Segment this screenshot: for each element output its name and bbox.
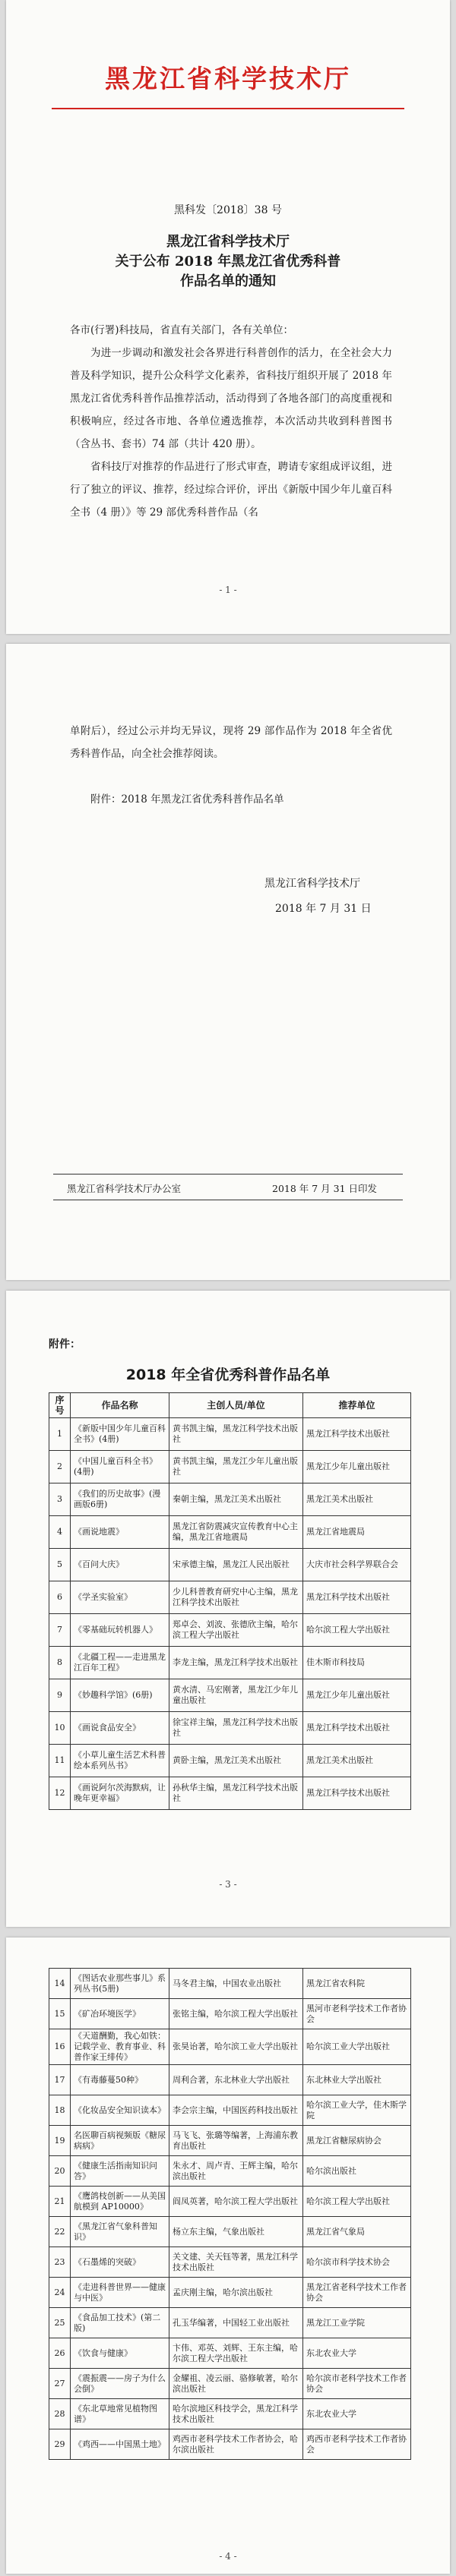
cell-recommender: 东北农业大学 <box>303 2338 411 2369</box>
footer-print-date: 2018 年 7 月 31 日印发 <box>272 1183 378 1194</box>
table-row <box>49 1745 411 1777</box>
cell-recommender: 哈尔滨市科学技术协会 <box>303 2247 411 2278</box>
table-row <box>49 2308 411 2338</box>
table-row <box>49 1647 411 1679</box>
page-2 <box>6 644 450 1280</box>
cell-creators: 黄书凯主编，黑龙江科学技术出版社 <box>169 1418 303 1451</box>
cell-creators: 卞伟、邓英、刘辉、王东主编，哈尔滨工程大学出版社 <box>169 2338 303 2369</box>
cell-work-name: 《中国儿童百科全书》(4册) <box>71 1451 169 1483</box>
cell-index: 7 <box>49 1614 71 1647</box>
cell-work-name: 《石墨烯的突破》 <box>71 2247 169 2278</box>
cell-work-name: 《饮食与健康》 <box>71 2338 169 2369</box>
cell-index: 17 <box>49 2065 71 2095</box>
cell-work-name: 《食品加工技术》(第二版) <box>71 2308 169 2338</box>
table-row <box>49 2187 411 2217</box>
cell-creators: 孟庆刚主编，哈尔滨出版社 <box>169 2278 303 2308</box>
table-header-row <box>49 1393 411 1418</box>
table-row <box>49 1712 411 1745</box>
cell-work-name: 《震振震——房子为什么会倒》 <box>71 2369 169 2399</box>
cell-work-name: 《鹰鸽枝创新——从美国航模到 AP10000》 <box>71 2187 169 2217</box>
cell-index: 15 <box>49 1999 71 2029</box>
cell-recommender: 黑龙江美术出版社 <box>303 1483 411 1516</box>
cell-recommender: 哈尔滨工程大学出版社 <box>303 1614 411 1647</box>
cell-recommender: 大庆市社会科学界联合会 <box>303 1549 411 1581</box>
table-row <box>49 2029 411 2065</box>
cell-creators: 杨立东主编，气象出版社 <box>169 2217 303 2247</box>
cell-work-name: 《百问大庆》 <box>71 1549 169 1581</box>
page-number: - 1 - <box>219 585 237 595</box>
cell-creators: 关文建、关天钰等著，黑龙江科学技术出版社 <box>169 2247 303 2278</box>
signature-date: 2018 年 7 月 31 日 <box>275 903 372 915</box>
cell-work-name: 《走进科普世界——健康与中医》 <box>71 2278 169 2308</box>
cell-recommender: 黑龙江省地震局 <box>303 1516 411 1549</box>
cell-index: 29 <box>49 2429 71 2460</box>
cell-work-name: 《化妆品安全知识读本》 <box>71 2095 169 2126</box>
list-title: 2018 年全省优秀科普作品名单 <box>125 1367 331 1383</box>
table-row <box>49 1451 411 1483</box>
cell-creators: 张铭主编，哈尔滨工程大学出版社 <box>169 1999 303 2029</box>
cell-creators: 郑卓会、刘波、张德欣主编，哈尔滨工程大学出版社 <box>169 1614 303 1647</box>
cell-index: 26 <box>49 2338 71 2369</box>
table-row <box>49 2095 411 2126</box>
body-paragraph-continued: 单附后），经过公示并均无异议，现将 29 部作品作为 2018 年全省优秀科普作品，向全社会推荐阅读。 <box>70 725 392 760</box>
works-table <box>49 1392 411 1810</box>
notice-title-line-1: 黑龙江省科学技术厅 <box>166 234 290 250</box>
cell-recommender: 黑龙江美术出版社 <box>303 1745 411 1777</box>
cell-creators: 黄水清、马宏刚著，黑龙江少年儿童出版社 <box>169 1679 303 1712</box>
cell-creators: 周利合著，东北林业大学出版社 <box>169 2065 303 2095</box>
cell-index: 19 <box>49 2126 71 2156</box>
cell-creators: 孔玉华编著，中国轻工业出版社 <box>169 2308 303 2338</box>
cell-work-name: 《画说地震》 <box>71 1516 169 1549</box>
cell-recommender: 黑龙江省糖尿病协会 <box>303 2126 411 2156</box>
cell-recommender: 黑龙江省老科学技术工作者协会 <box>303 2278 411 2308</box>
cell-index: 9 <box>49 1679 71 1712</box>
cell-creators: 金耀祖、凌云丽、骆修敏著，哈尔滨出版社 <box>169 2369 303 2399</box>
cell-recommender: 佳木斯市科技局 <box>303 1647 411 1679</box>
header-creators: 主创人员/单位 <box>169 1393 303 1418</box>
cell-recommender: 黑龙江科学技术出版社 <box>303 1418 411 1451</box>
cell-index: 18 <box>49 2095 71 2126</box>
cell-index: 14 <box>49 1969 71 1999</box>
cell-creators: 鸡西市老科学技术工作者协会，哈尔滨出版社 <box>169 2429 303 2460</box>
cell-creators: 马飞飞、张璐等编著，上海浦东教育出版社 <box>169 2126 303 2156</box>
cell-index: 5 <box>49 1549 71 1581</box>
header-index: 序号 <box>49 1393 71 1418</box>
cell-work-name: 《黑龙江省气象科普知识》 <box>71 2217 169 2247</box>
header-recommender: 推荐单位 <box>303 1393 411 1418</box>
cell-creators: 张昊诒著，哈尔滨工业大学出版社 <box>169 2029 303 2065</box>
cell-index: 27 <box>49 2369 71 2399</box>
cell-creators: 宋承德主编，黑龙江人民出版社 <box>169 1549 303 1581</box>
cell-creators: 孙秋华主编，黑龙江科学技术出版社 <box>169 1777 303 1810</box>
cell-recommender: 东北农业大学 <box>303 2399 411 2429</box>
cell-recommender: 哈尔滨出版社 <box>303 2156 411 2187</box>
cell-recommender: 黑龙江科学技术出版社 <box>303 1777 411 1810</box>
table-row <box>49 2369 411 2399</box>
table-row <box>49 2338 411 2369</box>
cell-work-name: 《东北草地常见植物图谱》 <box>71 2399 169 2429</box>
works-table-continued <box>49 1968 411 2460</box>
cell-recommender: 黑河市老科学技术工作者协会 <box>303 1999 411 2029</box>
table-row <box>49 2429 411 2460</box>
cell-work-name: 《鸡西——中国黑土地》 <box>71 2429 169 2460</box>
cell-index: 21 <box>49 2187 71 2217</box>
cell-work-name: 《妙趣科学馆》(6册) <box>71 1679 169 1712</box>
table-row <box>49 1549 411 1581</box>
table-row <box>49 2126 411 2156</box>
cell-work-name: 《我们的历史故事》(漫画版6册) <box>71 1483 169 1516</box>
cell-index: 2 <box>49 1451 71 1483</box>
cell-creators: 黑龙江省防震减灾宣传教育中心主编，黑龙江省地震局 <box>169 1516 303 1549</box>
cell-creators: 秦朝主编，黑龙江美术出版社 <box>169 1483 303 1516</box>
notice-title-line-2: 关于公布 2018 年黑龙江省优秀科普 <box>115 254 341 270</box>
attachment-label: 附件： <box>49 1338 81 1351</box>
cell-work-name: 《天道酬勤，我心如铁：记载学业、教育事业、科普作家王绯传》 <box>71 2029 169 2065</box>
cell-recommender: 黑龙江省农科院 <box>303 1969 411 1999</box>
notice-title <box>6 232 450 292</box>
page-4 <box>6 1938 450 2574</box>
cell-work-name: 名医聊百病视频版《糖尿病病》 <box>71 2126 169 2156</box>
header-work-name: 作品名称 <box>71 1393 169 1418</box>
cell-creators: 马冬君主编，中国农业出版社 <box>169 1969 303 1999</box>
table-row <box>49 1777 411 1810</box>
letterhead-red-rule <box>52 108 404 109</box>
table-row <box>49 1516 411 1549</box>
cell-work-name: 《画说食品安全》 <box>71 1712 169 1745</box>
cell-work-name: 《小草儿童生活艺术科普绘本系列丛书》 <box>71 1745 169 1777</box>
cell-creators: 少儿科普教育研究中心主编，黑龙江科学技术出版社 <box>169 1581 303 1614</box>
table-row <box>49 1999 411 2029</box>
cell-work-name: 《北疆工程——走进黑龙江百年工程》 <box>71 1647 169 1679</box>
cell-creators: 阎凤英著，哈尔滨工程大学出版社 <box>169 2187 303 2217</box>
cell-creators: 李龙主编，黑龙江科学技术出版社 <box>169 1647 303 1679</box>
table-row <box>49 1483 411 1516</box>
cell-work-name: 《图话农业那些事儿》系列丛书(5册) <box>71 1969 169 1999</box>
cell-creators: 李会宗主编，中国医药科技出版社 <box>169 2095 303 2126</box>
table-row <box>49 2278 411 2308</box>
cell-recommender: 黑龙江科学技术出版社 <box>303 1712 411 1745</box>
cell-index: 4 <box>49 1516 71 1549</box>
cell-index: 3 <box>49 1483 71 1516</box>
cell-work-name: 《新版中国少年儿童百科全书》(4册) <box>71 1418 169 1451</box>
document-number: 黑科发〔2018〕38 号 <box>174 204 282 216</box>
cell-recommender: 黑龙江工业学院 <box>303 2308 411 2338</box>
body-paragraph-1: 为进一步调动和激发社会各界进行科普创作的活力，在全社会大力普及科学知识，提升公众科学文化素养，省科技厅组织开展了 2018 年黑龙江省优秀科普作品推荐活动，活动得到了各地各部门的高度重视和积极响应，经过各市地、各单位遴选推荐，本次活动共收到科普图书（含丛书、套书）74 部（共计 420 册）。 <box>70 347 392 450</box>
page-3 <box>6 1291 450 1927</box>
table-row <box>49 2156 411 2187</box>
cell-index: 6 <box>49 1581 71 1614</box>
cell-creators: 朱永才、周卢青、王辉主编，哈尔滨出版社 <box>169 2156 303 2187</box>
table-row <box>49 1418 411 1451</box>
table-row <box>49 1614 411 1647</box>
cell-index: 23 <box>49 2247 71 2278</box>
cell-creators: 徐宝祥主编，黑龙江科学技术出版社 <box>169 1712 303 1745</box>
cell-work-name: 《画说阿尔茨海默病，让晚年更幸福》 <box>71 1777 169 1810</box>
cell-work-name: 《健康生活指南知识问答》 <box>71 2156 169 2187</box>
cell-index: 8 <box>49 1647 71 1679</box>
cell-recommender: 黑龙江少年儿童出版社 <box>303 1451 411 1483</box>
cell-recommender: 黑龙江科学技术出版社 <box>303 1581 411 1614</box>
page-number: - 3 - <box>219 1879 237 1890</box>
cell-index: 28 <box>49 2399 71 2429</box>
cell-work-name: 《零基础玩转机器人》 <box>71 1614 169 1647</box>
cell-work-name: 《有毒藤蔓50种》 <box>71 2065 169 2095</box>
table-row <box>49 2247 411 2278</box>
cell-index: 16 <box>49 2029 71 2065</box>
cell-recommender: 鸡西市老科学技术工作者协会 <box>303 2429 411 2460</box>
cell-index: 25 <box>49 2308 71 2338</box>
cell-recommender: 哈尔滨工程大学出版社 <box>303 2187 411 2217</box>
cell-index: 10 <box>49 1712 71 1745</box>
cell-index: 1 <box>49 1418 71 1451</box>
cell-index: 11 <box>49 1745 71 1777</box>
letterhead-title: 黑龙江省科学技术厅 <box>105 64 351 93</box>
table-row <box>49 1679 411 1712</box>
cell-work-name: 《矿冶环境医学》 <box>71 1999 169 2029</box>
cell-recommender: 哈尔滨工业大学，佳木斯学院 <box>303 2095 411 2126</box>
table-row <box>49 1969 411 1999</box>
page-1 <box>6 0 450 634</box>
table-row <box>49 1581 411 1614</box>
table-row <box>49 2217 411 2247</box>
cell-creators: 黄卧主编，黑龙江美术出版社 <box>169 1745 303 1777</box>
body-paragraph-2: 省科技厅对推荐的作品进行了形式审查，聘请专家组成评议组，进行了独立的评议、推荐，经过综合评价，评出《新版中国少年儿童百科全书（4 册）》等 29 部优秀科普作品（名 <box>70 461 392 519</box>
page-number: - 4 - <box>219 2551 237 2562</box>
signature-organization: 黑龙江省科学技术厅 <box>264 878 360 890</box>
cell-index: 12 <box>49 1777 71 1810</box>
recipients-line: 各市(行署)科技局，省直有关部门，各有关单位： <box>70 324 294 336</box>
cell-recommender: 哈尔滨市老科学技术工作者协会 <box>303 2369 411 2399</box>
cell-recommender: 黑龙江省气象局 <box>303 2217 411 2247</box>
cell-creators: 哈尔滨地区科技学会，黑龙江科学技术出版社 <box>169 2399 303 2429</box>
cell-recommender: 哈尔滨工业大学出版社 <box>303 2029 411 2065</box>
cell-index: 24 <box>49 2278 71 2308</box>
cell-creators: 黄书凯主编，黑龙江少年儿童出版社 <box>169 1451 303 1483</box>
cell-work-name: 《学圣实验室》 <box>71 1581 169 1614</box>
table-row <box>49 2065 411 2095</box>
cell-index: 20 <box>49 2156 71 2187</box>
attachment-note: 附件：2018 年黑龙江省优秀科普作品名单 <box>90 793 284 806</box>
notice-title-line-3: 作品名单的通知 <box>180 273 276 289</box>
cell-index: 22 <box>49 2217 71 2247</box>
cell-recommender: 东北林业大学出版社 <box>303 2065 411 2095</box>
table-row <box>49 2399 411 2429</box>
cell-recommender: 黑龙江少年儿童出版社 <box>303 1679 411 1712</box>
footer-issuing-office: 黑龙江省科学技术厅办公室 <box>67 1183 182 1194</box>
